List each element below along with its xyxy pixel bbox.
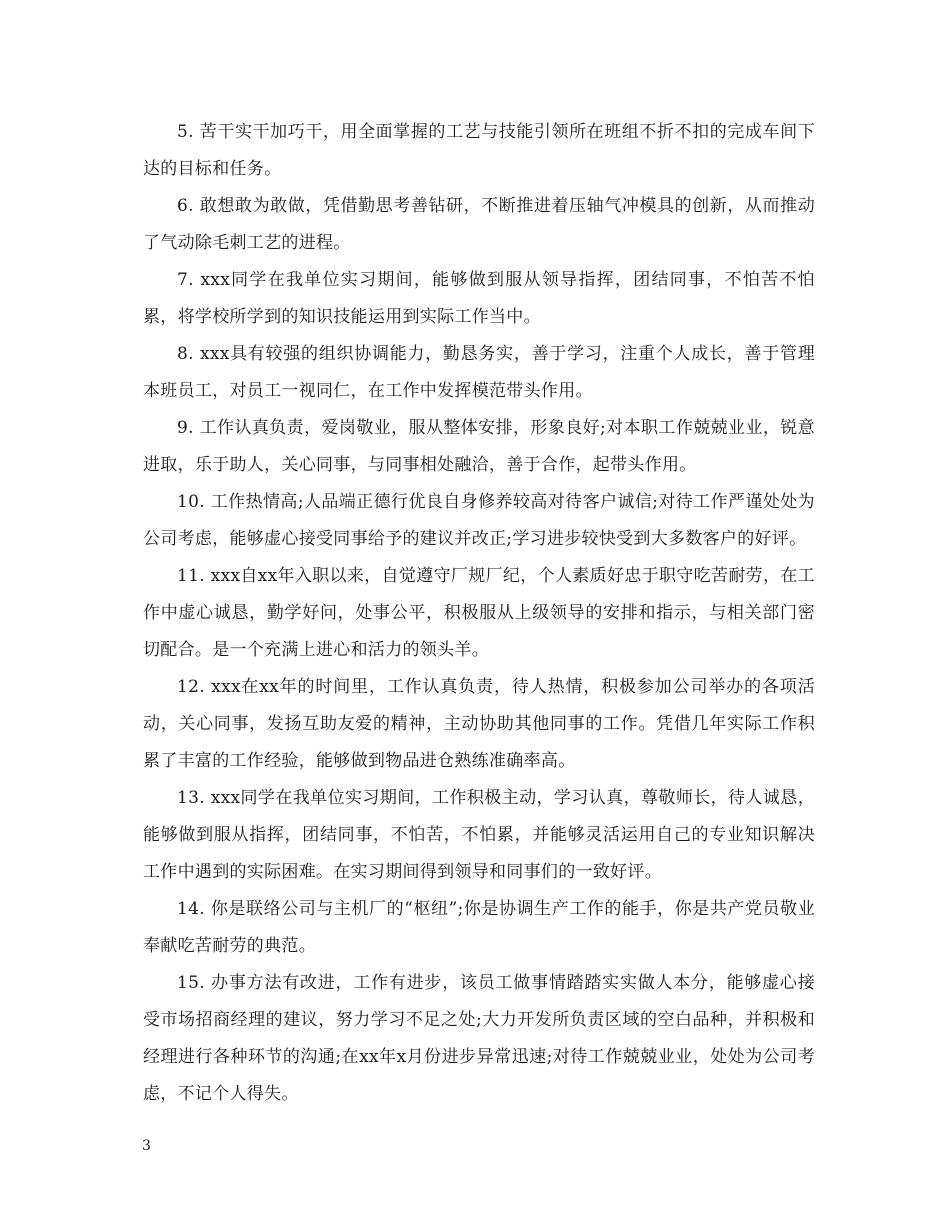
paragraph-item-14: 14. 你是联络公司与主机厂的“枢纽”;你是协调生产工作的能手，你是共产党员敬业奉献吃苦耐劳的典范。 [143, 899, 815, 956]
document-body [143, 114, 815, 1113]
paragraph-item-6: 6. 敢想敢为敢做，凭借勤思考善钻研，不断推进着压轴气冲模具的创新，从而推动了气动除毛刺工艺的进程。 [143, 196, 815, 253]
page-number: 3 [142, 1138, 151, 1154]
paragraph-item-10: 10. 工作热情高;人品端正德行优良自身修养较高对待客户诚信;对待工作严谨处处为公司考虑，能够虚心接受同事给予的建议并改正;学习进步较快受到大多数客户的好评。 [143, 492, 815, 549]
paragraph-item-11: 11. xxx自xx年入职以来，自觉遵守厂规厂纪，个人素质好忠于职守吃苦耐劳，在工作中虚心诚恳，勤学好问，处事公平，积极服从上级领导的安排和指示，与相关部门密切配合。是一个充满上进心和活力的领头羊。 [143, 566, 815, 660]
paragraph-item-9: 9. 工作认真负责，爱岗敬业，服从整体安排，形象良好;对本职工作兢兢业业，锐意进取，乐于助人，关心同事，与同事相处融洽，善于合作，起带头作用。 [143, 418, 815, 475]
paragraph-item-7: 7. xxx同学在我单位实习期间，能够做到服从领导指挥，团结同事，不怕苦不怕累，将学校所学到的知识技能运用到实际工作当中。 [143, 270, 815, 327]
paragraph-item-12: 12. xxx在xx年的时间里，工作认真负责，待人热情，积极参加公司举办的各项活动，关心同事，发扬互助友爱的精神，主动协助其他同事的工作。凭借几年实际工作积累了丰富的工作经验，能够做到物品进仓熟练准确率高。 [143, 677, 815, 771]
paragraph-item-5: 5. 苦干实干加巧干，用全面掌握的工艺与技能引领所在班组不折不扣的完成车间下达的目标和任务。 [143, 122, 815, 179]
paragraph-item-15: 15. 办事方法有改进，工作有进步，该员工做事情踏踏实实做人本分，能够虚心接受市场招商经理的建议，努力学习不足之处;大力开发所负责区域的空白品种，并积极和经理进行各种环节的沟通;在xx年x月份进步异常迅速;对待工作兢兢业业，处处为公司考虑，不记个人得失。 [143, 973, 815, 1104]
paragraph-item-8: 8. xxx具有较强的组织协调能力，勤恳务实，善于学习，注重个人成长，善于管理本班员工，对员工一视同仁，在工作中发挥模范带头作用。 [143, 344, 815, 401]
paragraph-item-13: 13. xxx同学在我单位实习期间，工作积极主动，学习认真，尊敬师长，待人诚恳，能够做到服从指挥，团结同事，不怕苦，不怕累，并能够灵活运用自己的专业知识解决工作中遇到的实际困难。在实习期间得到领导和同事们的一致好评。 [143, 788, 815, 882]
